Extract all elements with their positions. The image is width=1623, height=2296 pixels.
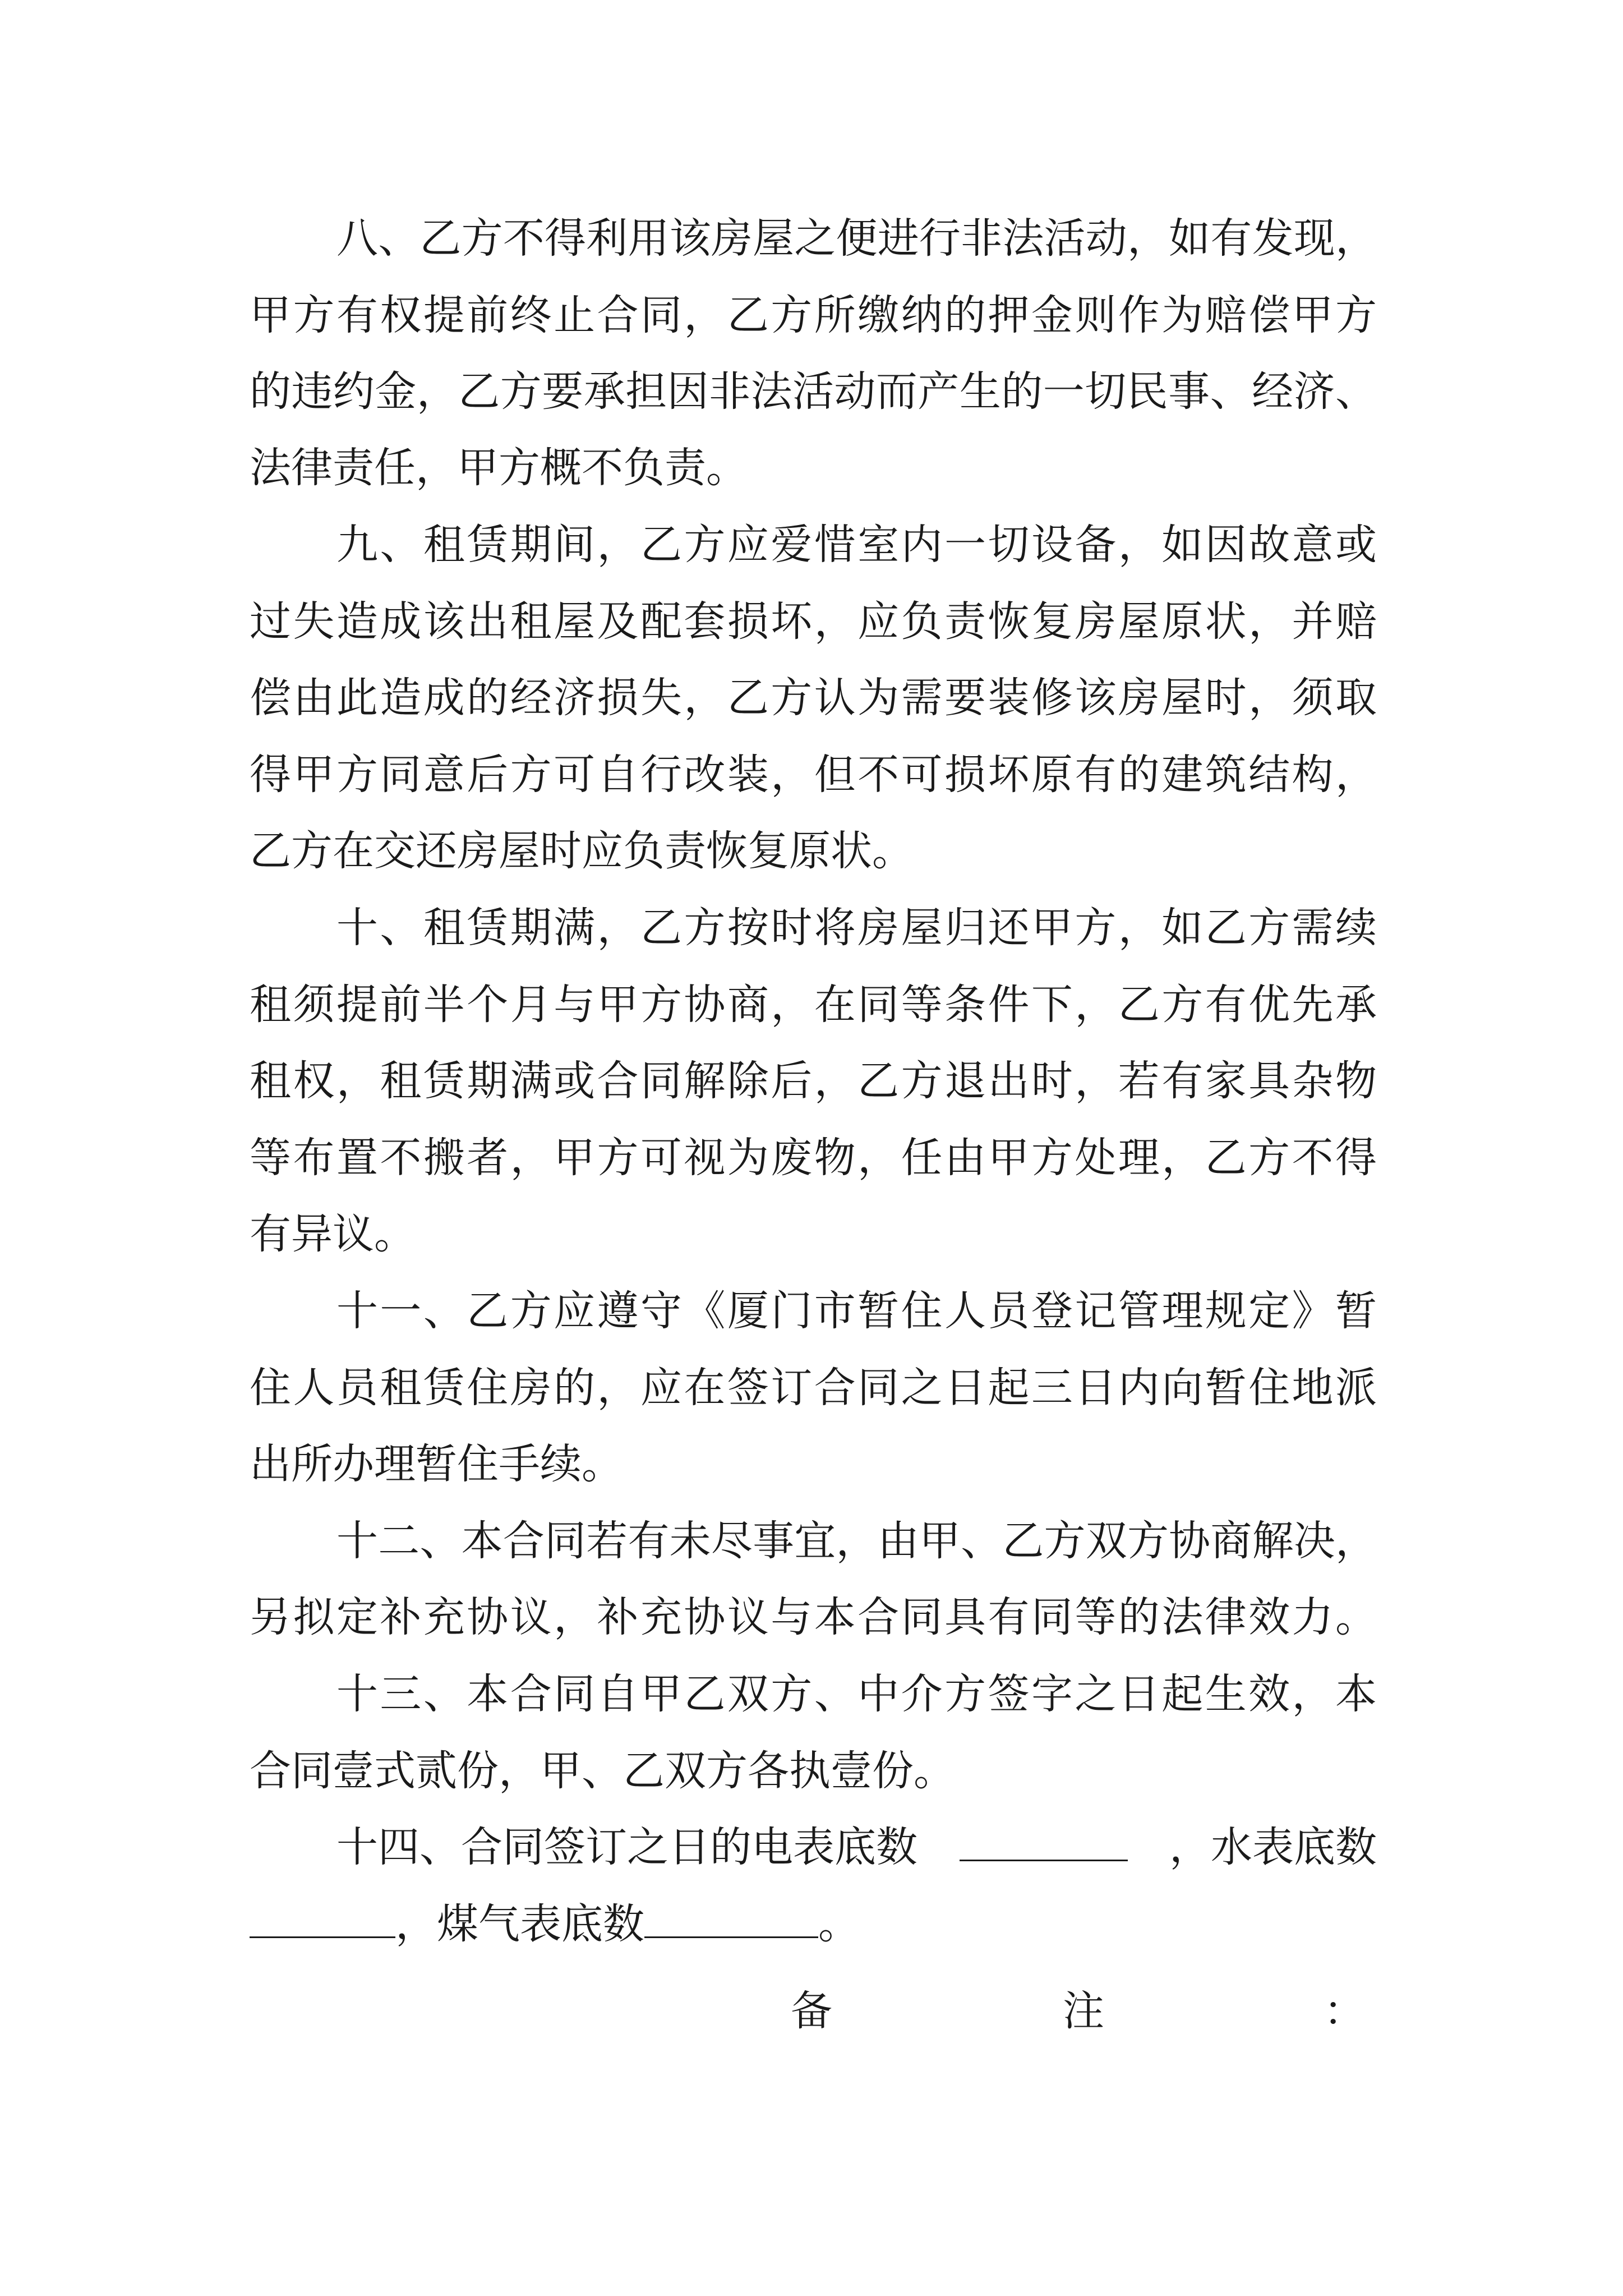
water-meter-blank[interactable] bbox=[250, 1897, 395, 1938]
clause-10-line-1: 十、租赁期满，乙方按时将房屋归还甲方，如乙方需续 bbox=[336, 904, 1377, 952]
clause-13-line-2: 合同壹式贰份，甲、乙双方各执壹份。 bbox=[250, 1747, 955, 1795]
clause-8-line-4: 法律责任，甲方概不负责。 bbox=[250, 444, 748, 492]
clause-9-line-5: 乙方在交还房屋时应负责恢复原状。 bbox=[250, 827, 914, 875]
clause-14-electric-label: 十四、合同签订之日的电表底数 bbox=[336, 1823, 917, 1871]
clause-12-line-2: 另拟定补充协议，补充协议与本合同具有同等的法律效力。 bbox=[250, 1593, 1377, 1641]
clause-14-end: 。 bbox=[818, 1900, 860, 1948]
remark-colon: ： bbox=[1324, 1987, 1365, 2035]
clause-9-line-1: 九、租赁期间，乙方应爱惜室内一切设备，如因故意或 bbox=[336, 521, 1377, 569]
clause-9-line-2: 过失造成该出租屋及配套损坏，应负责恢复房屋原状，并赔 bbox=[250, 597, 1377, 646]
clause-10-line-5: 有异议。 bbox=[250, 1210, 416, 1258]
clause-8-line-3: 的违约金，乙方要承担因非法活动而产生的一切民事、经济、 bbox=[250, 367, 1377, 416]
clause-8-line-1: 八、乙方不得利用该房屋之便进行非法活动，如有发现， bbox=[336, 214, 1377, 263]
clause-11-line-1: 十一、乙方应遵守《厦门市暂住人员登记管理规定》暂 bbox=[336, 1287, 1377, 1335]
clause-14-line-2 bbox=[250, 1896, 1377, 1952]
remark-char-1: 备 bbox=[791, 1987, 832, 2035]
clause-13-line-1: 十三、本合同自甲乙双方、中介方签字之日起生效，本 bbox=[336, 1670, 1377, 1718]
clause-12-line-1: 十二、本合同若有未尽事宜，由甲、乙方双方协商解决， bbox=[336, 1517, 1377, 1565]
clause-14-water-label: ，水表底数 bbox=[1169, 1823, 1377, 1871]
clause-9-line-4: 得甲方同意后方可自行改装，但不可损坏原有的建筑结构， bbox=[250, 751, 1377, 799]
clause-9-line-3: 偿由此造成的经济损失，乙方认为需要装修该房屋时，须取 bbox=[250, 674, 1377, 722]
remark-char-2: 注 bbox=[1063, 1987, 1104, 2035]
clause-8-line-2: 甲方有权提前终止合同，乙方所缴纳的押金则作为赔偿甲方 bbox=[250, 291, 1377, 339]
clause-11-line-3: 出所办理暂住手续。 bbox=[250, 1440, 623, 1488]
gas-meter-blank[interactable] bbox=[644, 1897, 818, 1938]
clause-14-line-1 bbox=[336, 1819, 1377, 1875]
clause-14-gas-label: ，煤气表底数 bbox=[395, 1900, 644, 1948]
clause-10-line-3: 租权，租赁期满或合同解除后，乙方退出时，若有家具杂物 bbox=[250, 1057, 1377, 1105]
clause-10-line-2: 租须提前半个月与甲方协商，在同等条件下，乙方有优先承 bbox=[250, 981, 1377, 1029]
electric-meter-blank[interactable] bbox=[960, 1820, 1128, 1861]
clause-11-line-2: 住人员租赁住房的，应在签订合同之日起三日内向暂住地派 bbox=[250, 1364, 1377, 1412]
clause-10-line-4: 等布置不搬者，甲方可视为废物，任由甲方处理，乙方不得 bbox=[250, 1134, 1377, 1182]
